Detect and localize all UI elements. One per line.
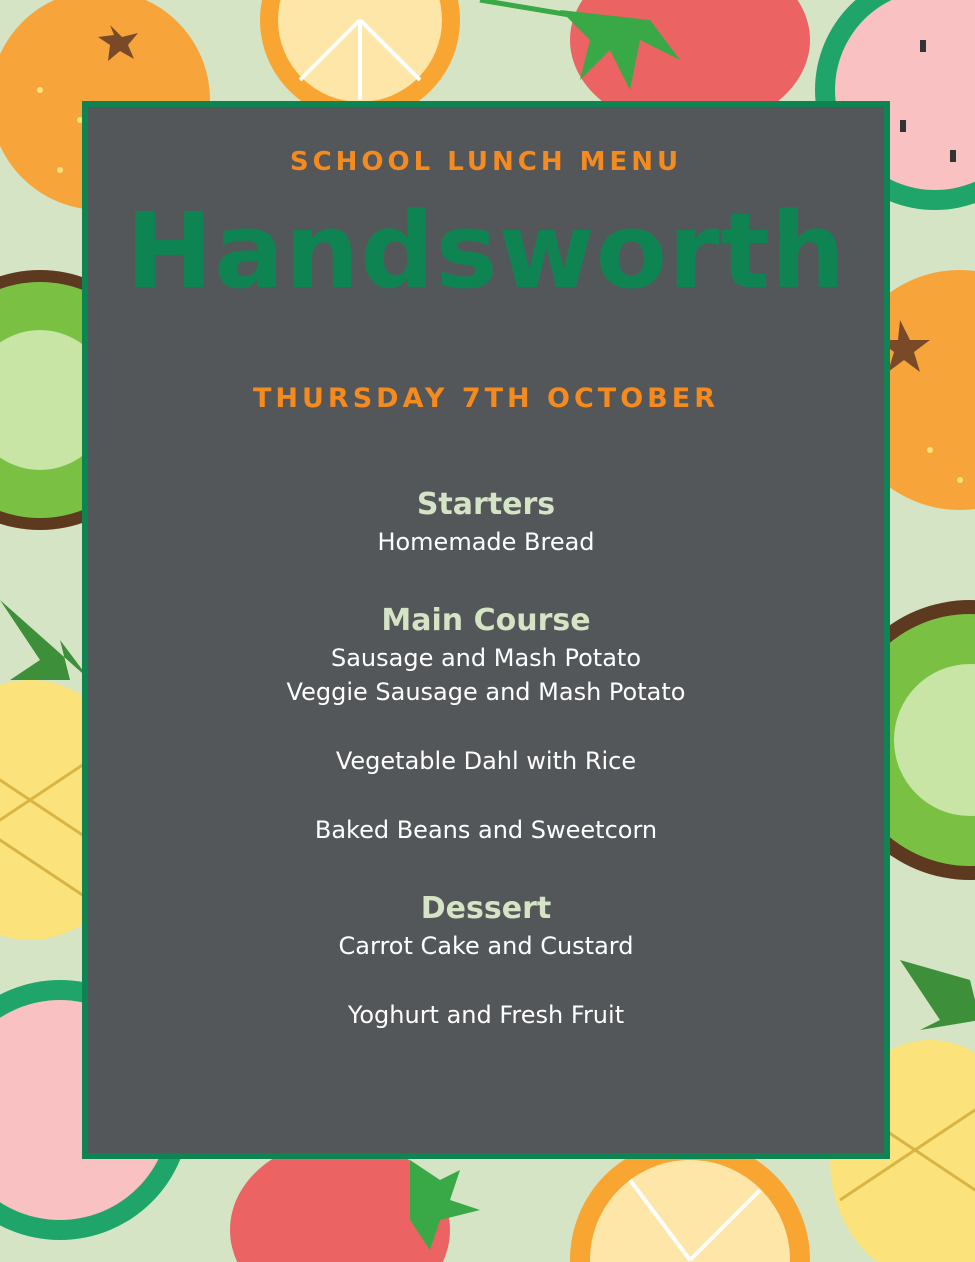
dish-item: Yoghurt and Fresh Fruit	[347, 1001, 625, 1029]
dish-item: Sausage and Mash Potato	[330, 644, 642, 672]
dish-item: Baked Beans and Sweetcorn	[314, 816, 658, 844]
menu-card	[82, 101, 890, 1159]
section-main-course	[88, 601, 884, 847]
dish-item: Carrot Cake and Custard	[338, 932, 634, 960]
section-title: Dessert	[420, 891, 552, 926]
school-name-title: Handsworth	[125, 190, 847, 312]
menu-header-label: SCHOOL LUNCH MENU	[289, 147, 683, 177]
section-dessert	[88, 889, 884, 1032]
section-title: Starters	[416, 487, 556, 522]
section-starters	[88, 485, 884, 559]
dish-item: Vegetable Dahl with Rice	[335, 747, 637, 775]
section-title: Main Course	[381, 603, 591, 638]
dish-item: Homemade Bread	[377, 528, 595, 556]
menu-sections	[88, 485, 884, 1074]
menu-date: THURSDAY 7TH OCTOBER	[252, 383, 719, 414]
dish-item: Veggie Sausage and Mash Potato	[286, 678, 686, 706]
